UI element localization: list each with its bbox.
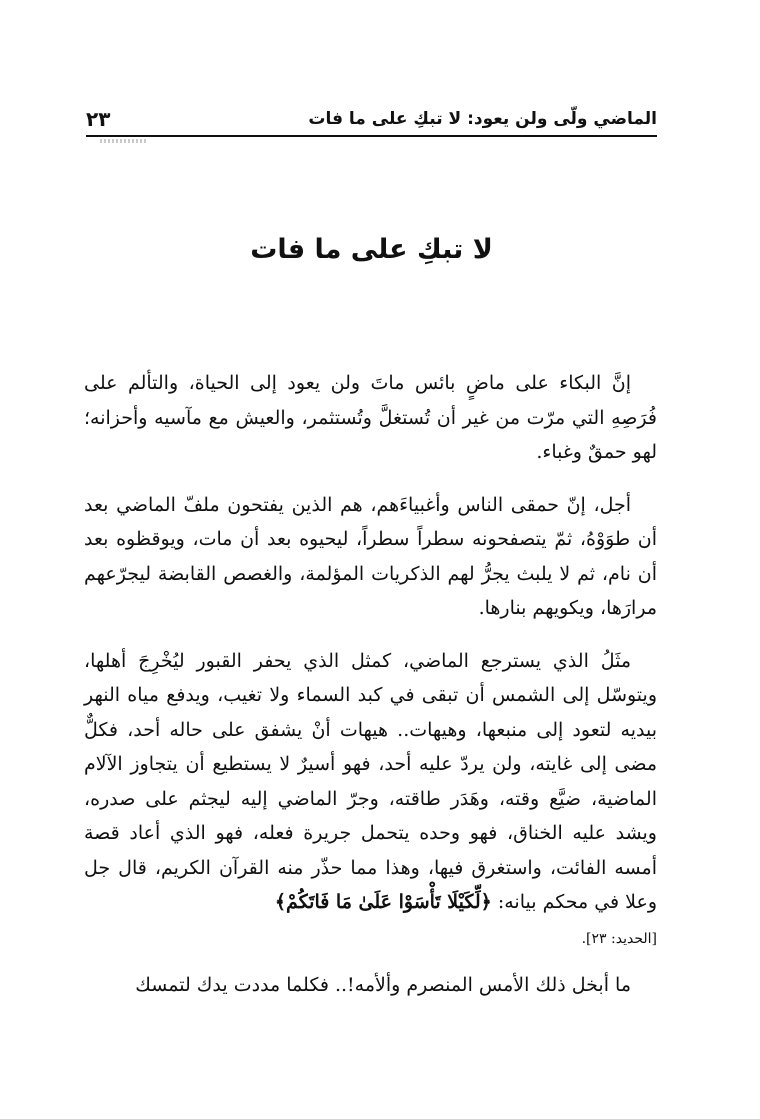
running-header-title: الماضي ولّى ولن يعود: لا تبكِ على ما فات — [308, 109, 657, 129]
paragraph-3 — [84, 644, 657, 920]
paragraph-3-text: مثَلُ الذي يسترجع الماضي، كمثل الذي يحفر القبور ليُخْرِجَ أهلها، ويتوسّل إلى الشمس أن تبقى في كبد السماء ولا تغيب، ويدفع مياه النهر بيديه لتعود إلى منبعها، وهيهات.. هيهات أنْ يشفق على حاله أحد، فكلٌّ مضى إلى غايته، ولن يردّ عليه أحد، فهو أسيرٌ لا يستطيع أن يتجاوز الآلام الماضية، ضيَّع وقته، وهَدَر طاقته، وجرّ الماضي إليه ليجثم على صدره، ويشد عليه الخناق، فهو وحده يتحمل جريرة فعله، فهو الذي أعاد قصة أمسه الفائت، واستغرق فيها، وهذا مما حذّر منه القرآن الكريم، قال جل وعلا في محكم بيانه: — [84, 649, 657, 913]
paragraph-2: أجل، إنّ حمقى الناس وأغبياءَهم، هم الذين يفتحون ملفّ الماضي بعد أن طوَوْهُ، ثمّ يتصفحونه سطراً سطراً، ليحيوه بعد أن مات، ويوقظوه بعد أن نام، ثم لا يلبث يجرُّ لهم الذكريات المؤلمة، والغصص القابضة ليجرّعهم مرارَها، ويكويهم بنارها. — [84, 493, 657, 619]
body-text — [84, 366, 657, 1020]
rule-ornament — [100, 139, 146, 143]
quran-verse: ﴿لِّكَيْلَا تَأْسَوْا عَلَىٰ مَا فَاتَكُمْ﴾ — [274, 891, 492, 913]
chapter-title: لا تبكِ على ما فات — [250, 234, 493, 265]
page-number: ٢٣ — [86, 107, 111, 131]
running-header — [86, 104, 657, 134]
header-rule — [86, 135, 657, 137]
paragraph-4: ما أبخل ذلك الأمس المنصرم وألأمه!.. فكلما مددت يدك لتمسك — [135, 973, 631, 996]
verse-citation: [الحديد: ٢٣]. — [581, 930, 657, 947]
paragraph-1: إنَّ البكاء على ماضٍ بائس ماتَ ولن يعود إلى الحياة، والتألم على فُرَصِهِ التي مرّت من غير أن تُستغلَّ وتُستثمر، والعيش مع مآسيه وأحزانه؛ لهو حمقٌ وغباء. — [84, 372, 657, 463]
